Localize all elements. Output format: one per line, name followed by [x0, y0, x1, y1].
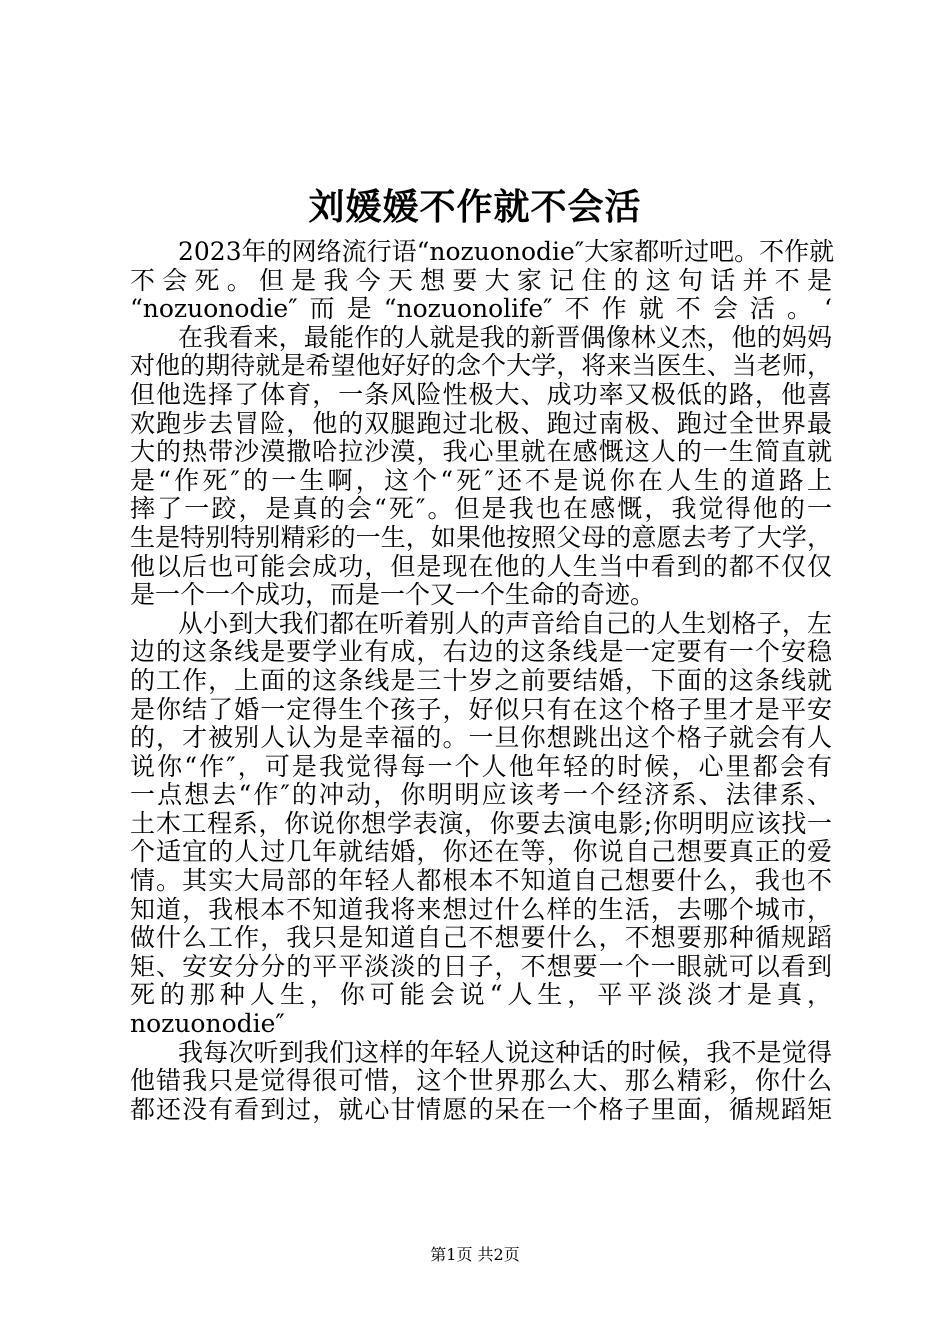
- text-line: nozuonodie″: [130, 1009, 285, 1039]
- text-line: 的工作，上面的这条线是三十岁之前要结婚，下面的这条线就: [130, 665, 832, 695]
- text-line: 我每次听到我们这样的年轻人说这种话的时候，我不是觉得: [178, 1037, 832, 1067]
- text-line: 死的那种人生，你可能会说“人生，平平淡淡才是真，: [130, 980, 832, 1010]
- text-line: 欢跑步去冒险，他的双腿跑过北极、跑过南极、跑过全世界最: [130, 408, 832, 438]
- text-line: “nozuonodie″而是“nozuonolife″不作就不会活。‘: [130, 294, 832, 324]
- text-line: 但他选择了体育，一条风险性极大、成功率又极低的路，他喜: [130, 379, 832, 409]
- document-title: 刘媛媛不作就不会活: [308, 187, 642, 228]
- text-line: 做什么工作，我只是知道自己不想要什么，不想要那种循规蹈: [130, 923, 832, 953]
- paragraph: [130, 610, 832, 1039]
- text-line: 知道，我根本不知道我将来想过什么样的生活，去哪个城市，: [130, 894, 832, 924]
- text-line: 情。其实大局部的年轻人都根本不知道自己想要什么，我也不: [130, 866, 832, 896]
- text-line: 个适宜的人过几年就结婚，你还在等，你说自己想要真正的爱: [130, 837, 832, 867]
- text-line: 是你结了婚一定得生个孩子，好似只有在这个格子里才是平安: [130, 694, 832, 724]
- text-line: 是一个一个成功，而是一个又一个生命的奇迹。: [130, 580, 656, 610]
- text-line: 对他的期待就是希望他好好的念个大学，将来当医生、当老师，: [130, 351, 832, 381]
- text-line: 2023年的网络流行语“nozuonodie″大家都听过吧。不作就: [178, 237, 835, 266]
- text-line: 在我看来，最能作的人就是我的新晋偶像林义杰，他的妈妈: [178, 322, 832, 352]
- text-line: 是“作死″的一生啊，这个“死″还不是说你在人生的道路上: [130, 465, 832, 495]
- text-line: 不会死。但是我今天想要大家记住的这句话并不是: [130, 265, 832, 295]
- text-line: 摔了一跤，是真的会“死″。但是我也在感慨，我觉得他的一: [130, 494, 832, 524]
- text-line: 大的热带沙漠撒哈拉沙漠，我心里就在感慨这人的一生简直就: [130, 437, 832, 467]
- paragraph: [130, 324, 832, 610]
- text-line: 生是特别特别精彩的一生，如果他按照父母的意愿去考了大学，: [130, 522, 832, 552]
- paragraph: [130, 1039, 832, 1125]
- text-line: 的，才被别人认为是幸福的。一旦你想跳出这个格子就会有人: [130, 723, 832, 753]
- text-line: 边的这条线是要学业有成，右边的这条线是一定要有一个安稳: [130, 637, 832, 667]
- text-line: 说你“作″，可是我觉得每一个人他年轻的时候，心里都会有: [130, 751, 832, 781]
- text-line: 他以后也可能会成功，但是现在他的人生当中看到的都不仅仅: [130, 551, 832, 581]
- text-line: 他错我只是觉得很可惜，这个世界那么大、那么精彩，你什么: [130, 1066, 832, 1096]
- text-line: 都还没有看到过，就心甘情愿的呆在一个格子里面，循规蹈矩: [130, 1094, 832, 1124]
- text-line: 土木工程系，你说你想学表演，你要去演电影;你明明应该找一: [130, 808, 832, 838]
- text-line: 矩、安安分分的平平淡淡的日子，不想要一个一眼就可以看到: [130, 951, 832, 981]
- page-footer: 第1页 共2页: [430, 1245, 520, 1264]
- text-line: 从小到大我们都在听着别人的声音给自己的人生划格子，左: [178, 608, 832, 638]
- paragraph: [130, 237, 835, 324]
- text-line: 一点想去“作″的冲动，你明明应该考一个经济系、法律系、: [130, 780, 832, 810]
- document-body: [130, 237, 835, 1124]
